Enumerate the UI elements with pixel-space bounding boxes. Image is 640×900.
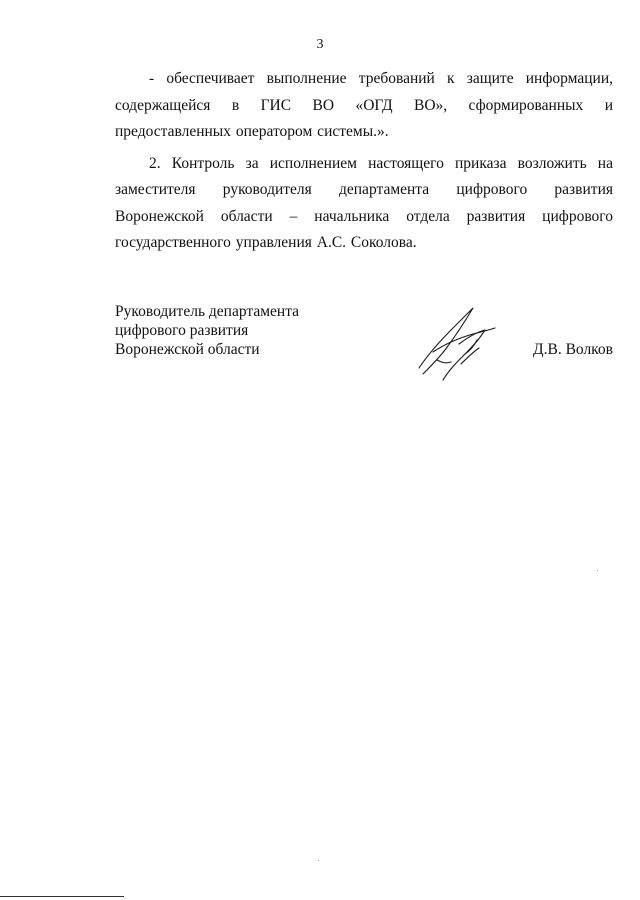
signature-block xyxy=(115,302,613,382)
document-body xyxy=(115,66,613,257)
scan-speck xyxy=(597,570,598,571)
footer-rule xyxy=(0,896,124,897)
scan-speck xyxy=(318,860,319,861)
paragraph-security-requirements: - обеспечивает выполнение требований к защите информации, содержащейся в ГИС ВО «ОГД ВО», сформированных и предоставленных оператором системы.». xyxy=(115,70,613,140)
signer-name: Д.В. Волков xyxy=(533,341,613,358)
signer-position-line: Руководитель департамента xyxy=(115,303,300,320)
signer-position-line: цифрового развития xyxy=(115,322,249,339)
page-number: 3 xyxy=(316,37,324,52)
handwritten-signature xyxy=(415,304,501,382)
paragraph-control-assignment: 2. Контроль за исполнением настоящего приказа возложить на заместителя руководителя департамента цифрового развития Воронежской области – начальника отдела развития цифрового государственного управления А.С. Соколова. xyxy=(115,154,613,251)
signer-position xyxy=(115,302,299,359)
signer-position-line: Воронежской области xyxy=(115,341,260,358)
